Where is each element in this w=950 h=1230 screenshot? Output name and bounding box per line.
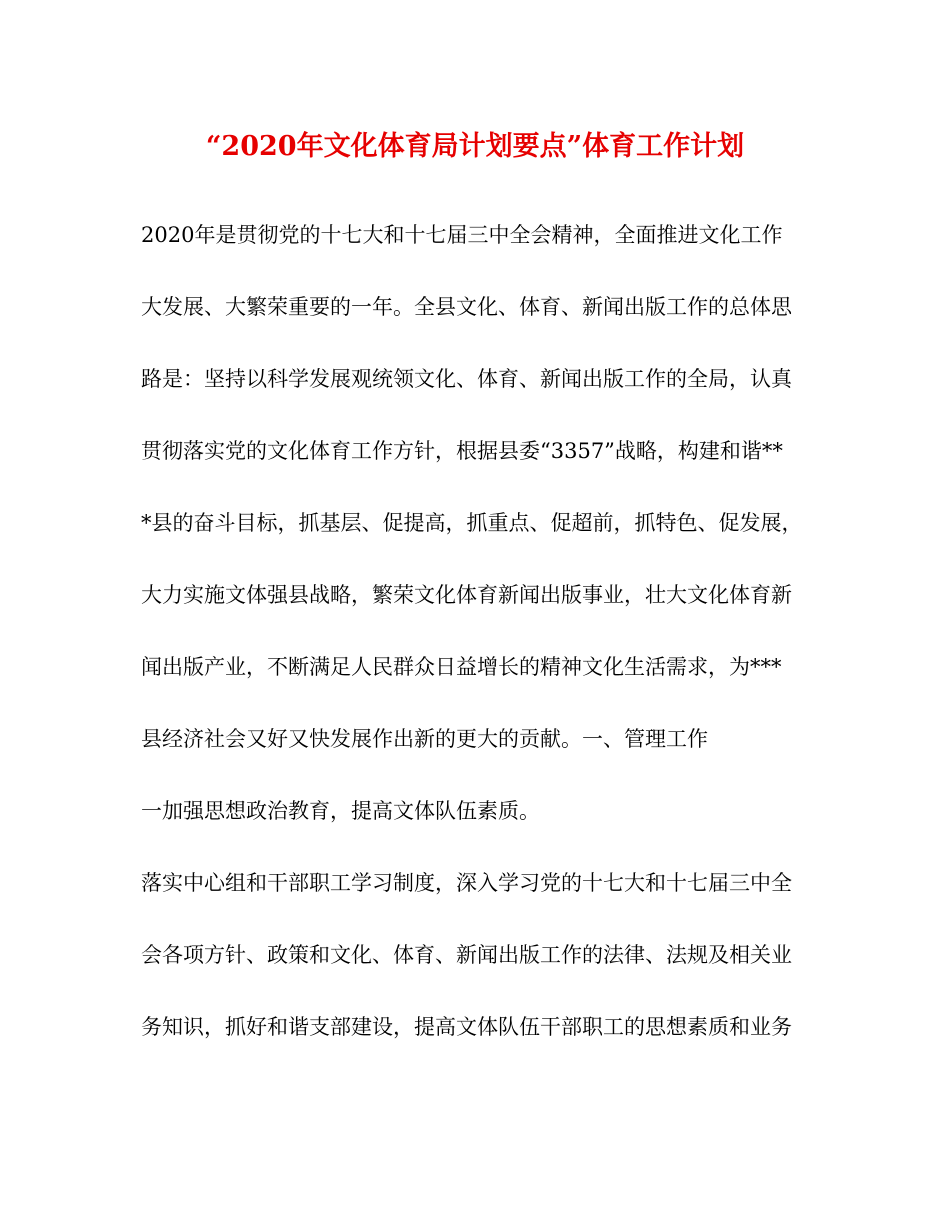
paragraph-line: 会各项方针、政策和文化、体育、新闻出版工作的法律、法规及相关业 [141,943,792,967]
paragraph-line: 落实中心组和干部职工学习制度，深入学习党的十七大和十七届三中全 [141,871,792,895]
paragraph-line: 贯彻落实党的文化体育工作方针，根据县委“3357”战略，构建和谐** [141,439,783,463]
paragraph-line: 2020年是贯彻党的十七大和十七届三中全会精神，全面推进文化工作 [141,223,783,247]
section-subheading: 一加强思想政治教育，提高文体队伍素质。 [141,799,540,823]
document-title: “2020年文化体育局计划要点”体育工作计划 [205,131,745,162]
paragraph-line: 路是：坚持以科学发展观统领文化、体育、新闻出版工作的全局，认真 [141,367,792,391]
paragraph-line: 大发展、大繁荣重要的一年。全县文化、体育、新闻出版工作的总体思 [141,295,792,319]
paragraph-line: 闻出版产业，不断满足人民群众日益增长的精神文化生活需求，为*** [141,655,782,679]
paragraph-line: 县经济社会又好又快发展作出新的更大的贡献。一、管理工作 [141,727,708,751]
paragraph-line: 大力实施文体强县战略，繁荣文化体育新闻出版事业，壮大文化体育新 [141,583,792,607]
paragraph-line: 务知识，抓好和谐支部建设，提高文体队伍干部职工的思想素质和业务 [141,1015,792,1039]
paragraph-line: *县的奋斗目标，抓基层、促提高，抓重点、促超前，抓特色、促发展， [141,511,803,535]
